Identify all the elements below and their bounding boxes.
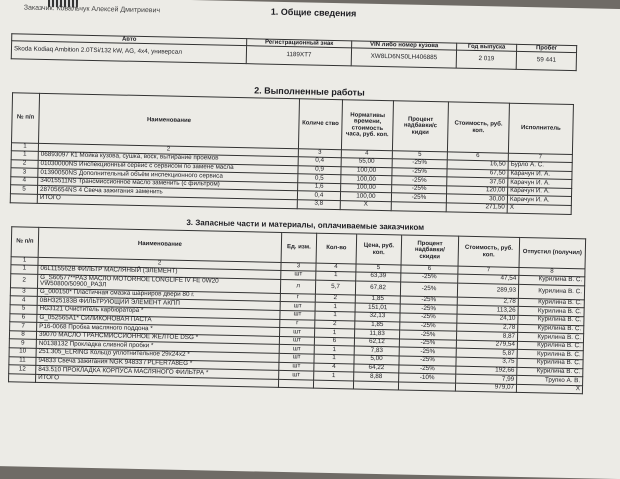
work-cell: 34015511NS Трансмиссионное масло заменить (с фильтром) [38, 177, 298, 191]
part-cell: шт [280, 328, 315, 337]
part-cell: 7 [10, 322, 37, 331]
part-cell: г [280, 319, 315, 328]
work-cell: 1 [11, 151, 38, 160]
part-cell: 6 [314, 337, 354, 346]
vehicle-model: Skoda Kodiaq Ambition 2.0TSi/132 kW, AG, 4x4, универсал [11, 41, 246, 64]
part-cell: -25% [401, 273, 458, 283]
p-col-name: Наименование [38, 227, 282, 262]
part-cell: 1 [314, 371, 354, 380]
work-cell: 28705654NS 4 Свеча зажигания заменить [37, 186, 297, 200]
part-cell: г [280, 293, 315, 302]
part-cell: шт [279, 353, 314, 362]
work-cell: -25% [392, 167, 447, 177]
part-cell: 979,07 [455, 383, 516, 393]
w-colnum: 4 [341, 150, 392, 159]
part-cell: 2 [315, 294, 355, 303]
work-cell: 06893097 К1 Мойка кузова, сушка, воск, вытирание проемов [38, 151, 298, 165]
w-colnum: 6 [447, 152, 508, 161]
part-cell: 4 [10, 296, 37, 305]
part-cell: 3 [10, 288, 37, 297]
part-cell: шт [279, 336, 314, 345]
p-col-num: № п/п [11, 227, 39, 258]
part-cell: 1 [314, 346, 354, 355]
work-cell: X [507, 204, 571, 214]
work-cell: ИТОГО [37, 194, 297, 208]
work-cell [391, 202, 446, 212]
part-cell: 113,26 [457, 306, 518, 316]
work-cell: 0,4 [297, 191, 340, 200]
w-col-markup: Процент надбавки/с кидки [392, 101, 448, 152]
part-cell: -25% [400, 313, 457, 323]
part-cell: 6 [10, 313, 37, 322]
work-cell: 0,9 [298, 165, 341, 174]
work-cell: Карачун И. А. [508, 178, 572, 188]
part-cell: 2 [10, 273, 37, 288]
part-cell: P16-0068 Пробка масляного поддона * [37, 323, 280, 337]
part-cell: Курилина В. С. [517, 350, 583, 360]
work-cell: 01390050NS Дополнительный объём инспекционного сервиса [38, 169, 298, 183]
part-cell: -25% [400, 304, 457, 314]
part-cell: 3,75 [456, 357, 517, 367]
part-cell: 843.510 ПРОКЛАДКА КОРПУСА МАСЛЯНОГО ФИЛЬТРА * [36, 365, 279, 379]
col-reg: Регистрационный знак [247, 39, 352, 48]
part-cell: 67,82 [355, 281, 400, 296]
w-col-norm: Нормативы времени, стоимость часа, руб. коп. [341, 100, 393, 151]
part-cell: 289,93 [457, 283, 518, 298]
part-cell: 2,78 [457, 323, 518, 333]
work-cell: Карачун И. А. [508, 187, 572, 197]
work-cell: 37,50 [447, 177, 508, 187]
vehicle-mileage: 59 441 [516, 52, 576, 71]
work-cell: 100,00 [340, 192, 391, 202]
part-cell: 47,54 [458, 274, 519, 284]
part-cell: Трупко А. В. [517, 376, 583, 386]
part-cell: шт [281, 270, 316, 279]
part-cell: 62,12 [354, 338, 399, 348]
work-cell: Карачун И. А. [507, 196, 571, 206]
w-colnum: 1 [11, 143, 38, 152]
part-cell: 1 [315, 328, 355, 337]
work-cell: 5 [10, 185, 37, 194]
p-col-qty: Кол-во [316, 233, 357, 264]
part-cell: Курилина В. С. [518, 284, 584, 300]
part-cell: 94833 Свеча зажигания NGK 94833 / PLFER7A8EG * [36, 357, 279, 371]
part-cell: Курилина В. С. [517, 333, 583, 343]
works-body [10, 151, 572, 214]
p-colnum: 5 [356, 264, 401, 273]
part-cell: 24,10 [457, 314, 518, 324]
part-cell: 0BH325183B ФИЛЬТРУЮЩИЙ ЭЛЕМЕНТ АКПП [37, 297, 280, 311]
part-cell: 63,39 [356, 272, 401, 282]
part-cell: 9 [9, 339, 36, 348]
work-cell: -25% [391, 193, 446, 203]
part-cell: 5,00 [354, 355, 399, 365]
w-colnum: 3 [298, 149, 341, 158]
part-cell: Курилина В. С. [517, 341, 583, 351]
section2-title: 2. Выполненные работы [254, 85, 365, 98]
vehicle-table [11, 33, 577, 71]
part-cell: -25% [399, 347, 456, 357]
part-cell: X [516, 384, 582, 394]
p-col-markup: Процент надбавки/ скидки [401, 235, 459, 266]
part-cell: 1 [316, 271, 356, 280]
work-cell: 67,50 [447, 168, 508, 178]
part-cell: 12 [9, 365, 36, 374]
part-cell: 5,7 [315, 280, 355, 295]
parts-table [8, 226, 586, 394]
p-col-unit: Ед. изм. [281, 232, 317, 263]
part-cell: 151,01 [355, 303, 400, 313]
p-col-issued: Отпустил (получил) [519, 237, 586, 268]
part-cell: 5,87 [456, 349, 517, 359]
part-cell: 7,83 [354, 346, 399, 356]
part-cell: 251.305_ELRING Кольцо уплотнительное 29x24x2 * [36, 348, 279, 362]
parts-body [8, 265, 584, 394]
work-cell: 4 [11, 177, 38, 186]
part-cell: 1 [315, 311, 355, 320]
part-cell: 11,83 [355, 329, 400, 339]
part-cell: -25% [400, 282, 457, 297]
col-mileage: Пробег [517, 44, 577, 53]
part-cell: HG3121 Очиститель карбюратора * [37, 305, 280, 319]
part-cell: G_000150* Пластичная смазка шарниров двери 80 г. [37, 288, 280, 302]
part-cell: 64,22 [354, 364, 399, 374]
part-cell: 8,87 [456, 331, 517, 341]
part-cell [353, 381, 398, 391]
part-cell: 1 [315, 303, 355, 312]
part-cell: 5 [10, 305, 37, 314]
work-cell: 100,00 [341, 166, 392, 176]
part-cell: 2 [315, 320, 355, 329]
part-cell: -25% [399, 356, 456, 366]
work-cell: 0,4 [298, 157, 341, 166]
part-cell: Курилина В. С. [518, 307, 584, 317]
p-colnum: 4 [316, 263, 356, 272]
work-cell: 100,00 [341, 183, 392, 193]
part-cell: 7,99 [456, 374, 517, 384]
part-cell: G_S60577**РАЗ МАСЛО MOTORHOE LONGLIFE IV FE 0W20 VW50800/50900_РАЗЛ [37, 274, 280, 293]
part-cell: 1,85 [355, 321, 400, 331]
w-colnum: 5 [392, 151, 447, 160]
work-cell: -25% [392, 159, 447, 169]
work-cell: Бурло А. С. [508, 161, 572, 171]
section3-title: 3. Запасные части и материалы, оплачиваемые заказчиком [186, 217, 425, 232]
part-cell: Курилина В. С. [517, 358, 583, 368]
part-cell: 39070 МАСЛО ТРАНСМИССИОННОЕ ЖЕЛТОЕ DSG * [36, 331, 279, 345]
work-cell: 120,00 [447, 186, 508, 196]
work-cell: 55,00 [341, 158, 392, 168]
part-cell: 8,88 [354, 372, 399, 382]
part-cell: л [280, 279, 315, 294]
work-cell: 100,00 [341, 175, 392, 185]
part-cell: -10% [399, 373, 456, 383]
part-cell: шт [279, 371, 314, 380]
work-cell: -25% [392, 176, 447, 186]
vehicle-vin: XW8LD6NS0LH406885 [351, 48, 456, 68]
part-cell: ИТОГО [35, 374, 278, 388]
work-cell: -25% [392, 185, 447, 195]
part-cell: -25% [399, 330, 456, 340]
part-cell: 279,54 [456, 340, 517, 350]
part-cell [8, 374, 35, 383]
w-col-qty: Количе ство [298, 99, 342, 150]
part-cell: Курилина В. С. [519, 275, 585, 285]
part-cell: шт [279, 362, 314, 371]
work-cell: X [340, 201, 391, 211]
part-cell: шт [279, 345, 314, 354]
section1-title: 1. Общие сведения [270, 6, 357, 19]
part-cell: 11 [9, 356, 36, 365]
p-col-price: Цена, руб. коп. [356, 234, 402, 265]
part-cell: -25% [400, 296, 457, 306]
part-cell [398, 382, 455, 392]
w-col-num: № п/п [12, 93, 40, 144]
part-cell: 4 [314, 363, 354, 372]
part-cell: 2,78 [457, 297, 518, 307]
work-cell: 2 [11, 159, 38, 168]
part-cell: 32,13 [355, 312, 400, 322]
part-cell: Курилина В. С. [517, 367, 583, 377]
p-col-cost: Стоимость, руб. коп. [458, 236, 520, 267]
part-cell: 1 [314, 354, 354, 363]
work-cell: Карачун И. А. [508, 170, 572, 180]
part-cell: N0138132 Прокладка сливной пробки * [36, 340, 279, 354]
part-cell: Курилина В. С. [518, 324, 584, 334]
work-cell: 3 [11, 168, 38, 177]
p-colnum: 6 [401, 265, 458, 274]
part-cell: -25% [400, 322, 457, 332]
work-cell: 16,50 [447, 160, 508, 170]
p-colnum: 7 [458, 266, 519, 275]
part-cell: шт [280, 310, 315, 319]
w-colnum: 2 [38, 143, 298, 156]
part-cell [278, 379, 313, 388]
works-table [10, 92, 574, 214]
part-cell: 10 [9, 348, 36, 357]
part-cell: -25% [399, 364, 456, 374]
part-cell: 1 [11, 265, 38, 274]
col-vin: VIN либо номер кузова [352, 41, 457, 50]
work-cell: 30,00 [446, 194, 507, 204]
w-colnum: 7 [508, 153, 572, 162]
work-cell: 3,8 [297, 200, 340, 209]
header-customer: Заказчик: Ковальчук Алексей Дмитриевич [23, 4, 161, 15]
w-col-cost: Стоимость, руб. коп. [447, 102, 509, 153]
w-col-exec: Исполнитель [508, 103, 573, 154]
part-cell: 192,66 [456, 366, 517, 376]
vehicle-year: 2 019 [456, 50, 516, 69]
part-cell: 1,85 [355, 295, 400, 305]
part-cell: шт [280, 302, 315, 311]
part-cell: Курилина В. С. [518, 315, 584, 325]
p-colnum: 2 [38, 257, 281, 270]
part-cell: 06L115562B ФИЛЬТР МАСЛЯНЫЙ (ЭЛЕМЕНТ) [38, 265, 281, 279]
work-cell: 01030000NS Инспекционный сервис с сервисом по замене масла [38, 160, 298, 174]
part-cell [313, 380, 353, 389]
work-cell: 271,50 [446, 203, 507, 213]
work-cell [10, 194, 37, 203]
col-year: Год выпуска [457, 43, 517, 52]
w-col-name: Наименование [39, 93, 300, 148]
p-colnum: 1 [11, 257, 38, 266]
work-cell: 0,5 [298, 174, 341, 183]
p-colnum: 3 [281, 262, 316, 271]
col-auto: Авто [12, 34, 247, 46]
part-cell: Курилина В. С. [518, 298, 584, 308]
part-cell: G_052565A1* СИЛИКОНОВАЯ ПАСТА [37, 314, 280, 328]
vehicle-reg: 1189ХТ7 [246, 46, 351, 66]
p-colnum: 8 [519, 267, 585, 276]
work-cell: 1,6 [298, 183, 341, 192]
part-cell: -25% [399, 339, 456, 349]
part-cell: 8 [9, 331, 36, 340]
